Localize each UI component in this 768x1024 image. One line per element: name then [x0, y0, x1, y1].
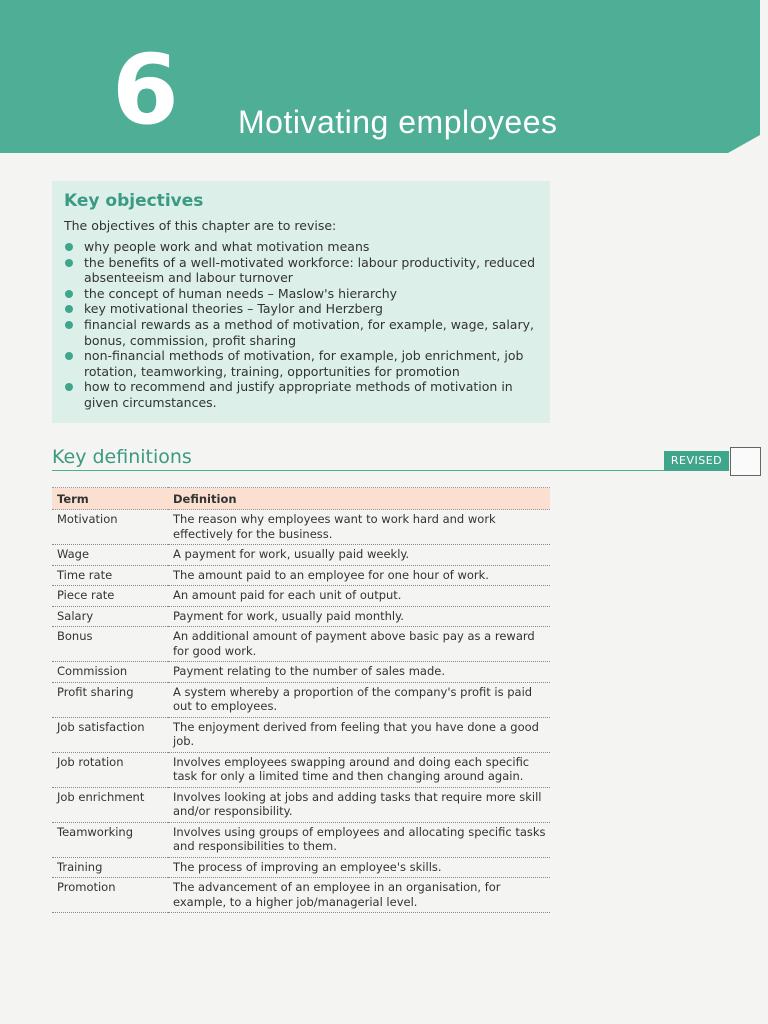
table-row	[52, 857, 550, 878]
bullet-dot-icon	[65, 290, 73, 298]
revised-checkbox[interactable]	[730, 447, 761, 476]
definition-cell: Payment for work, usually paid monthly.	[168, 606, 550, 627]
bullet-dot-icon	[65, 383, 73, 391]
table-row	[52, 787, 550, 822]
key-objectives-list	[64, 239, 544, 411]
definition-cell: Involves looking at jobs and adding tasks that require more skill and/or responsibility.	[168, 787, 550, 822]
bullet-dot-icon	[65, 305, 73, 313]
bullet-dot-icon	[65, 259, 73, 267]
term-cell: Commission	[52, 662, 168, 683]
revised-badge: REVISED	[664, 451, 729, 471]
term-cell: Job satisfaction	[52, 717, 168, 752]
key-definitions-heading: Key definitions	[52, 446, 192, 468]
definition-cell: A system whereby a proportion of the company's profit is paid out to employees.	[168, 682, 550, 717]
definition-cell: A payment for work, usually paid weekly.	[168, 545, 550, 566]
term-cell: Salary	[52, 606, 168, 627]
objective-text: why people work and what motivation means	[84, 239, 370, 254]
definition-cell: Involves employees swapping around and doing each specific task for only a limited time and then changing around again.	[168, 752, 550, 787]
term-cell: Motivation	[52, 510, 168, 545]
definition-cell: Involves using groups of employees and allocating specific tasks and responsibilities to them.	[168, 822, 550, 857]
table-row	[52, 606, 550, 627]
objective-text: how to recommend and justify appropriate methods of motivation in given circumstances.	[84, 379, 513, 410]
definition-cell: The reason why employees want to work hard and work effectively for the business.	[168, 510, 550, 545]
term-cell: Wage	[52, 545, 168, 566]
objective-item	[64, 348, 544, 379]
objective-text: the benefits of a well-motivated workforce: labour productivity, reduced absenteeism and labour turnover	[84, 254, 536, 286]
key-objectives-intro: The objectives of this chapter are to revise:	[64, 218, 337, 233]
term-cell: Piece rate	[52, 586, 168, 607]
definition-cell: Payment relating to the number of sales made.	[168, 662, 550, 683]
key-objectives-box	[52, 181, 550, 423]
objective-text: non-financial methods of motivation, for example, job enrichment, job rotation, teamworking, training, opportunities for promotion	[84, 348, 524, 379]
term-cell: Time rate	[52, 565, 168, 586]
objective-text: key motivational theories – Taylor and Herzberg	[84, 301, 383, 317]
bullet-dot-icon	[65, 321, 73, 329]
table-row	[52, 565, 550, 586]
table-row	[52, 717, 550, 752]
definition-cell: An amount paid for each unit of output.	[168, 586, 550, 607]
column-header-definition: Definition	[168, 488, 550, 510]
definitions-header-row	[52, 488, 550, 510]
objective-item	[64, 317, 544, 348]
term-cell: Training	[52, 857, 168, 878]
term-cell: Profit sharing	[52, 682, 168, 717]
definition-cell: The advancement of an employee in an organisation, for example, to a higher job/managerial level.	[168, 878, 550, 913]
objective-item	[64, 239, 544, 255]
term-cell: Bonus	[52, 627, 168, 662]
table-row	[52, 752, 550, 787]
objective-text: the concept of human needs – Maslow's hierarchy	[84, 285, 398, 301]
column-header-term: Term	[52, 488, 168, 510]
table-row	[52, 586, 550, 607]
term-cell: Teamworking	[52, 822, 168, 857]
table-row	[52, 545, 550, 566]
key-definitions-rule	[52, 470, 664, 471]
objective-item	[64, 301, 544, 317]
table-row	[52, 822, 550, 857]
definition-cell: The amount paid to an employee for one hour of work.	[168, 565, 550, 586]
objective-item	[64, 286, 544, 302]
bullet-dot-icon	[65, 243, 73, 251]
definition-cell: The enjoyment derived from feeling that you have done a good job.	[168, 717, 550, 752]
table-row	[52, 627, 550, 662]
table-row	[52, 878, 550, 913]
objective-text: financial rewards as a method of motivation, for example, wage, salary, bonus, commission, profit sharing	[84, 316, 534, 348]
definition-cell: An additional amount of payment above basic pay as a reward for good work.	[168, 627, 550, 662]
table-row	[52, 662, 550, 683]
chapter-number: 6	[112, 34, 179, 146]
chapter-title: Motivating employees	[238, 104, 558, 140]
definitions-table	[52, 487, 550, 913]
chapter-banner	[0, 0, 768, 160]
table-row	[52, 510, 550, 545]
definition-cell: The process of improving an employee's skills.	[168, 857, 550, 878]
bullet-dot-icon	[65, 352, 73, 360]
objective-item	[64, 255, 544, 286]
term-cell: Job enrichment	[52, 787, 168, 822]
term-cell: Job rotation	[52, 752, 168, 787]
key-objectives-heading: Key objectives	[64, 191, 204, 211]
table-row	[52, 682, 550, 717]
objective-item	[64, 379, 544, 410]
definitions-body	[52, 510, 550, 913]
term-cell: Promotion	[52, 878, 168, 913]
